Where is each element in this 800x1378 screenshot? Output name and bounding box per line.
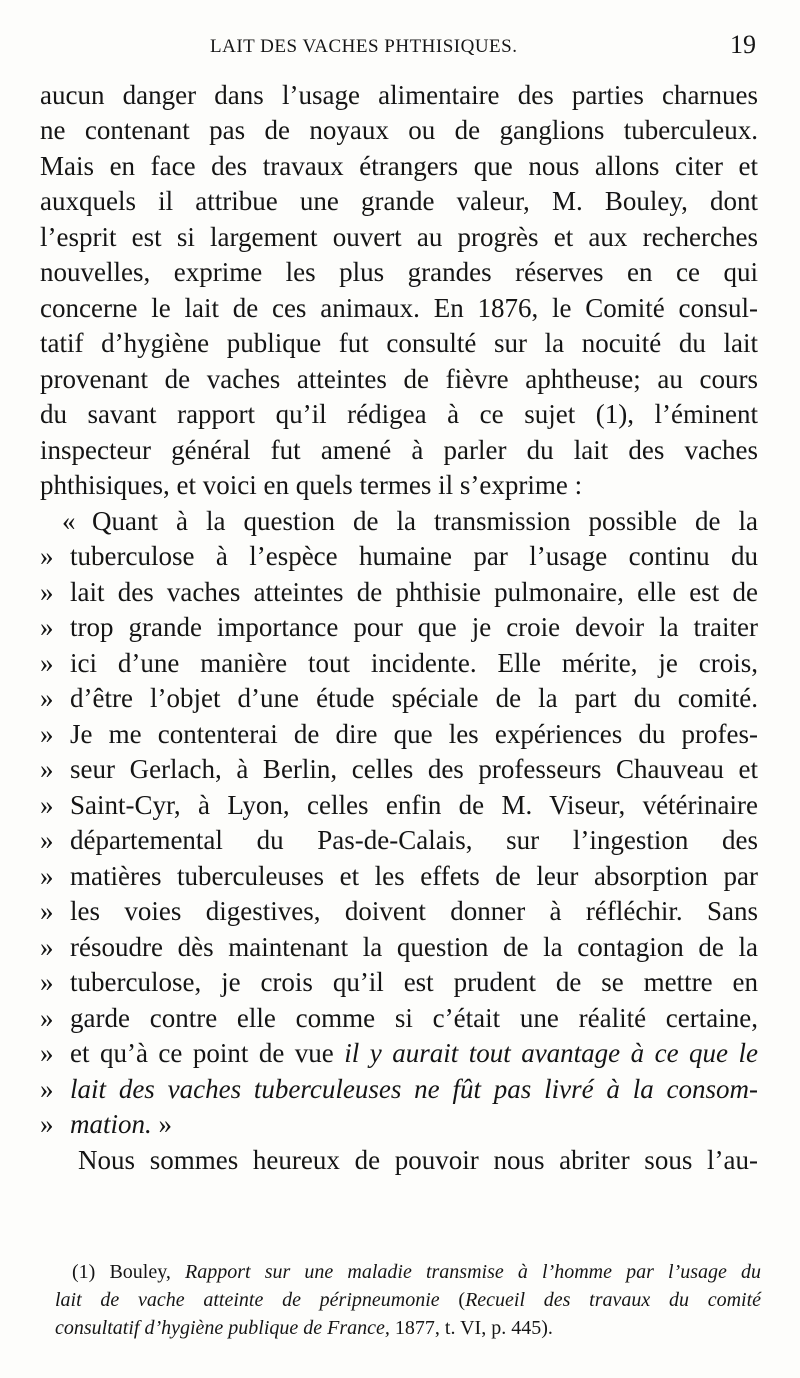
quote-mark: »	[158, 1109, 173, 1139]
quote-line: » résoudre dès maintenant la question de la contagion de la	[40, 932, 758, 962]
running-head: LAIT DES VACHES PHTHISIQUES.	[210, 36, 518, 57]
quote-line	[40, 1107, 758, 1141]
quote-mark: »	[40, 861, 54, 891]
quote-line: » les voies digestives, doivent donner à réfléchir. Sans	[40, 896, 758, 926]
quote-line: » trop grande importance pour que je croie devoir la traiter	[40, 612, 758, 642]
quote-mark: »	[40, 754, 54, 784]
text-line: Nous sommes heureux de pouvoir nous abriter sous l’au-	[78, 1145, 758, 1175]
quote-mark: »	[40, 612, 54, 642]
quote-line: » tuberculose à l’espèce humaine par l’usage continu du	[40, 541, 758, 571]
footnote-line: consultatif d’hygiène publique de France, 1877, t. VI, p. 445).	[55, 1317, 553, 1339]
quote-line: » départemental du Pas-de-Calais, sur l’ingestion des	[40, 825, 758, 855]
quote-line: » seur Gerlach, à Berlin, celles des professeurs Chauveau et	[40, 754, 758, 784]
quote-mark: »	[40, 577, 54, 607]
quote-mark: «	[62, 506, 76, 536]
quote-mark: »	[40, 1003, 54, 1033]
footnote-marker: (1) Bouley,	[72, 1261, 171, 1283]
quote-line: » Je me contenterai de dire que les expériences du profes-	[40, 719, 758, 749]
page-header	[0, 30, 800, 70]
quote-line: » ici d’une manière tout incidente. Elle mérite, je crois,	[40, 648, 758, 678]
text-line: auxquels il attribue une grande valeur, M. Bouley, dont	[40, 186, 758, 216]
quote-line: » tuberculose, je crois qu’il est prudent de se mettre en	[40, 967, 758, 997]
quote-mark: »	[40, 896, 54, 926]
footnote-line: lait de vache atteinte de péripneumonie (Recueil des travaux du comité	[55, 1289, 762, 1311]
quote-mark: »	[40, 1074, 54, 1104]
italic-emphasis: mation.	[70, 1109, 152, 1139]
text-line: Mais en face des travaux étrangers que nous allons citer et	[40, 151, 758, 181]
quote-line: » matières tuberculeuses et les effets de leur absorption par	[40, 861, 758, 891]
quote-line: » garde contre elle comme si c’était une réalité certaine,	[40, 1003, 758, 1033]
quote-mark: »	[40, 719, 54, 749]
quote-mark: »	[40, 683, 54, 713]
quote-line: » et qu’à ce point de vue il y aurait tout avantage à ce que le	[40, 1038, 759, 1068]
text-line: concerne le lait de ces animaux. En 1876, le Comité consul-	[40, 293, 758, 323]
quote-mark: »	[40, 790, 54, 820]
italic-emphasis: il y aurait tout avantage à ce que le	[344, 1038, 759, 1068]
text-line: inspecteur général fut amené à parler du lait des vaches	[40, 435, 758, 465]
footnote-line: (1) Bouley, Rapport sur une maladie transmise à l’homme par l’usage du	[72, 1261, 762, 1283]
text-line: nouvelles, exprime les plus grandes réserves en ce qui	[40, 257, 758, 287]
quote-mark: »	[40, 932, 54, 962]
text-line: l’esprit est si largement ouvert au progrès et aux recherches	[40, 222, 758, 252]
text-line: du savant rapport qu’il rédigea à ce sujet (1), l’éminent	[40, 399, 758, 429]
italic-emphasis: lait des vaches tuberculeuses ne fût pas livré à la consom-	[70, 1074, 758, 1104]
text-line: phthisiques, et voici en quels termes il s’exprime :	[40, 470, 583, 500]
quote-mark: »	[40, 1038, 54, 1068]
text-line: aucun danger dans l’usage alimentaire des parties charnues	[40, 80, 758, 110]
quote-line: » lait des vaches atteintes de phthisie pulmonaire, elle est de	[40, 577, 758, 607]
quote-line	[40, 1072, 758, 1106]
quote-line: « Quant à la question de la transmission possible de la	[62, 506, 758, 536]
quote-mark: »	[40, 1109, 54, 1139]
quote-line: » d’être l’objet d’une étude spéciale de la part du comité.	[40, 683, 758, 713]
quote-mark: »	[40, 967, 54, 997]
text-line: tatif d’hygiène publique fut consulté sur la nocuité du lait	[40, 328, 758, 358]
quote-mark: »	[40, 541, 54, 571]
quote-mark: »	[40, 648, 54, 678]
text-line: ne contenant pas de noyaux ou de ganglions tuberculeux.	[40, 115, 758, 145]
text-line: provenant de vaches atteintes de fièvre aphtheuse; au cours	[40, 364, 758, 394]
quote-line: » Saint-Cyr, à Lyon, celles enfin de M. Viseur, vétérinaire	[40, 790, 758, 820]
quote-mark: »	[40, 825, 54, 855]
page-number: 19	[730, 30, 756, 59]
